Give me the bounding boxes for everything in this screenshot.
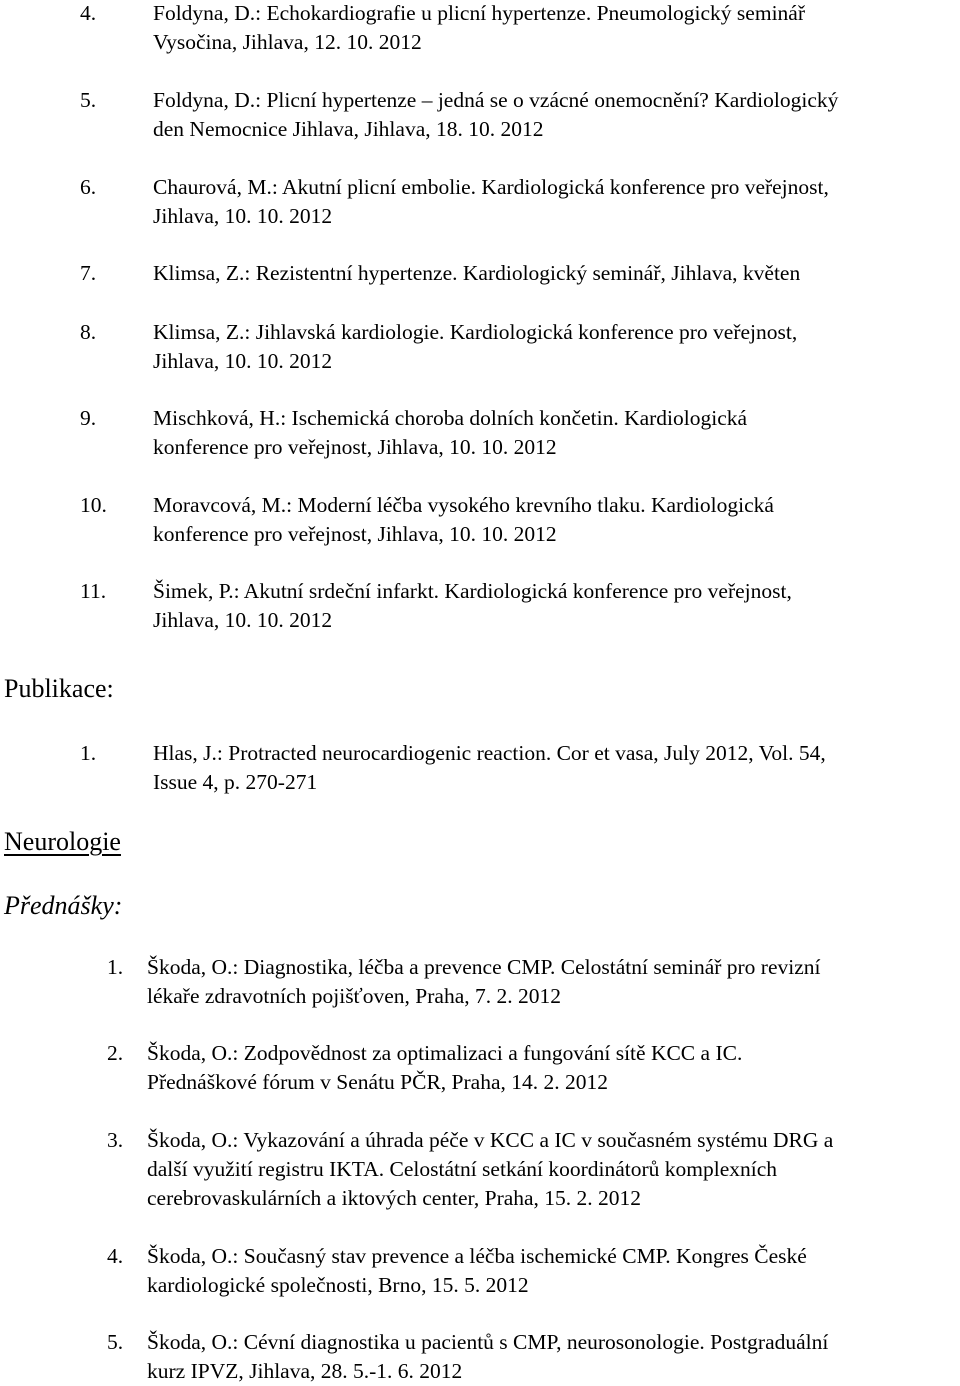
list-text-line: Foldyna, D.: Plicní hypertenze – jedná se o vzácné onemocnění? Kardiologický <box>153 88 839 112</box>
list-number: 1. <box>107 955 124 979</box>
list-number: 4. <box>80 1 97 25</box>
list-text-line: Jihlava, 10. 10. 2012 <box>153 349 333 373</box>
list-number: 5. <box>107 1330 124 1354</box>
list-number: 3. <box>107 1128 124 1152</box>
list-text-line: kurz IPVZ, Jihlava, 28. 5.-1. 6. 2012 <box>147 1359 463 1383</box>
list-text-line: Mischková, H.: Ischemická choroba dolních končetin. Kardiologická <box>153 406 748 430</box>
list-text-line: Přednáškové fórum v Senátu PČR, Praha, 14. 2. 2012 <box>147 1070 609 1094</box>
list-text-line: další využití registru IKTA. Celostátní setkání koordinátorů komplexních <box>147 1157 778 1181</box>
list-text-line: Chaurová, M.: Akutní plicní embolie. Kardiologická konference pro veřejnost, <box>153 175 829 199</box>
list-number: 8. <box>80 320 97 344</box>
list-text-line: Moravcová, M.: Moderní léčba vysokého krevního tlaku. Kardiologická <box>153 493 774 517</box>
list-text-line: Jihlava, 10. 10. 2012 <box>153 204 333 228</box>
list-text-line: konference pro veřejnost, Jihlava, 10. 10. 2012 <box>153 522 557 546</box>
list-text-line: Issue 4, p. 270-271 <box>153 770 318 794</box>
list-text-line: Škoda, O.: Cévní diagnostika u pacientů s CMP, neurosonologie. Postgraduální <box>147 1330 829 1354</box>
list-text-line: den Nemocnice Jihlava, Jihlava, 18. 10. 2012 <box>153 117 544 141</box>
list-number: 4. <box>107 1244 124 1268</box>
list-text-line: cerebrovaskulárních a iktových center, Praha, 15. 2. 2012 <box>147 1186 642 1210</box>
section-title-neurology: Neurologie <box>4 827 121 856</box>
list-text-line: Škoda, O.: Diagnostika, léčba a prevence CMP. Celostátní seminář pro revizní <box>147 955 821 979</box>
list-text-line: Škoda, O.: Současný stav prevence a léčba ischemické CMP. Kongres České <box>147 1244 807 1268</box>
list-text-line: Klimsa, Z.: Rezistentní hypertenze. Kardiologický seminář, Jihlava, květen <box>153 261 801 285</box>
list-text-line: Vysočina, Jihlava, 12. 10. 2012 <box>153 30 422 54</box>
publications-heading: Publikace: <box>4 674 114 703</box>
lectures-heading: Přednášky: <box>4 891 123 920</box>
list-text-line: Hlas, J.: Protracted neurocardiogenic reaction. Cor et vasa, July 2012, Vol. 54, <box>153 741 826 765</box>
list-number: 11. <box>80 579 107 603</box>
list-text-line: Klimsa, Z.: Jihlavská kardiologie. Kardiologická konference pro veřejnost, <box>153 320 798 344</box>
list-number: 7. <box>80 261 97 285</box>
list-text-line: konference pro veřejnost, Jihlava, 10. 10. 2012 <box>153 435 557 459</box>
list-number: 6. <box>80 175 97 199</box>
list-number: 10. <box>80 493 107 517</box>
list-number: 9. <box>80 406 97 430</box>
list-number: 5. <box>80 88 97 112</box>
list-text-line: kardiologické společnosti, Brno, 15. 5. 2012 <box>147 1273 529 1297</box>
list-text-line: Foldyna, D.: Echokardiografie u plicní hypertenze. Pneumologický seminář <box>153 1 805 25</box>
list-text-line: Jihlava, 10. 10. 2012 <box>153 608 333 632</box>
list-text-line: lékaře zdravotních pojišťoven, Praha, 7. 2. 2012 <box>147 984 561 1008</box>
list-text-line: Škoda, O.: Vykazování a úhrada péče v KCC a IC v současném systému DRG a <box>147 1128 834 1152</box>
list-text-line: Škoda, O.: Zodpovědnost za optimalizaci a fungování sítě KCC a IC. <box>147 1041 743 1065</box>
list-number: 1. <box>80 741 97 765</box>
list-number: 2. <box>107 1041 124 1065</box>
list-text-line: Šimek, P.: Akutní srdeční infarkt. Kardiologická konference pro veřejnost, <box>153 579 792 603</box>
